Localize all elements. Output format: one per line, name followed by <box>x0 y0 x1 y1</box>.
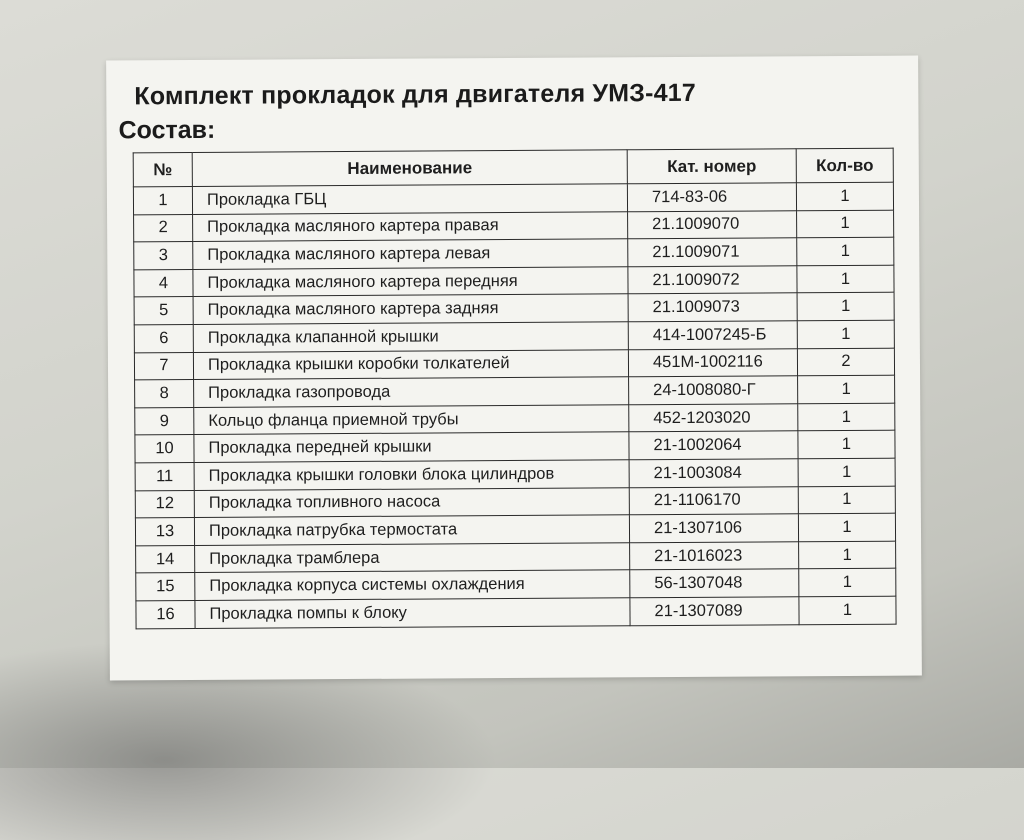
row-number: 10 <box>135 435 194 463</box>
row-quantity: 1 <box>798 375 895 403</box>
row-number: 4 <box>134 269 193 297</box>
row-number: 11 <box>135 462 194 490</box>
row-quantity: 1 <box>799 568 896 596</box>
parts-card <box>106 56 922 681</box>
row-quantity: 1 <box>797 320 894 348</box>
row-name: Прокладка корпуса системы охлаждения <box>195 570 630 600</box>
row-quantity: 1 <box>799 596 896 624</box>
row-catalog-number: 21-1003084 <box>629 459 798 488</box>
row-name: Прокладка газопровода <box>194 377 629 407</box>
row-catalog-number: 24-1008080-Г <box>629 376 798 405</box>
row-number: 9 <box>135 407 194 435</box>
header-catalog-number: Кат. номер <box>627 149 796 184</box>
row-name: Прокладка передней крышки <box>194 432 629 462</box>
row-number: 6 <box>134 324 193 352</box>
row-catalog-number: 21.1009072 <box>628 266 797 295</box>
row-catalog-number: 21-1016023 <box>630 541 799 570</box>
row-catalog-number: 56-1307048 <box>630 569 799 598</box>
row-name: Прокладка крышки головки блока цилиндров <box>194 460 629 490</box>
table-row <box>136 596 896 628</box>
row-quantity: 1 <box>797 210 894 238</box>
row-catalog-number: 21.1009073 <box>628 293 797 322</box>
row-catalog-number: 414-1007245-Б <box>628 321 797 350</box>
row-quantity: 1 <box>799 541 896 569</box>
row-number: 16 <box>136 600 195 628</box>
row-quantity: 1 <box>796 182 893 210</box>
row-catalog-number: 21-1106170 <box>629 486 798 515</box>
row-number: 14 <box>136 545 195 573</box>
row-name: Прокладка масляного картера задняя <box>193 294 628 324</box>
table-header-row <box>133 148 893 187</box>
row-quantity: 1 <box>798 486 895 514</box>
row-quantity: 1 <box>797 237 894 265</box>
row-quantity: 1 <box>797 265 894 293</box>
row-number: 1 <box>133 186 192 214</box>
header-quantity: Кол-во <box>796 148 893 183</box>
row-catalog-number: 21-1307106 <box>629 514 798 543</box>
row-catalog-number: 452-1203020 <box>629 404 798 433</box>
row-catalog-number: 714-83-06 <box>627 183 796 212</box>
row-number: 13 <box>135 518 194 546</box>
card-title: Комплект прокладок для двигателя УМЗ-417 <box>134 78 697 111</box>
row-quantity: 1 <box>798 403 895 431</box>
header-name: Наименование <box>192 150 627 187</box>
row-number: 15 <box>136 573 195 601</box>
row-catalog-number: 451М-1002116 <box>628 348 797 377</box>
row-number: 5 <box>134 297 193 325</box>
row-quantity: 2 <box>797 348 894 376</box>
row-name: Прокладка клапанной крышки <box>193 322 628 352</box>
row-name: Прокладка масляного картера передняя <box>193 267 628 297</box>
row-name: Прокладка крышки коробки толкателей <box>193 349 628 379</box>
row-number: 8 <box>135 380 194 408</box>
card-subtitle: Состав: <box>118 115 216 145</box>
row-name: Прокладка масляного картера левая <box>193 239 628 269</box>
row-name: Прокладка трамблера <box>195 543 630 573</box>
row-number: 2 <box>134 214 193 242</box>
row-quantity: 1 <box>798 513 895 541</box>
row-catalog-number: 21.1009070 <box>628 210 797 239</box>
row-name: Прокладка патрубка термостата <box>194 515 629 545</box>
row-name: Прокладка ГБЦ <box>192 184 627 214</box>
parts-table <box>133 148 897 629</box>
row-catalog-number: 21-1002064 <box>629 431 798 460</box>
row-quantity: 1 <box>798 431 895 459</box>
header-number: № <box>133 152 192 186</box>
row-name: Прокладка масляного картера правая <box>193 211 628 241</box>
row-quantity: 1 <box>797 293 894 321</box>
row-catalog-number: 21-1307089 <box>630 597 799 626</box>
row-number: 3 <box>134 242 193 270</box>
row-name: Кольцо фланца приемной трубы <box>194 405 629 435</box>
row-number: 12 <box>135 490 194 518</box>
row-name: Прокладка помпы к блоку <box>195 598 630 628</box>
row-name: Прокладка топливного насоса <box>194 487 629 517</box>
row-catalog-number: 21.1009071 <box>628 238 797 267</box>
row-quantity: 1 <box>798 458 895 486</box>
row-number: 7 <box>134 352 193 380</box>
